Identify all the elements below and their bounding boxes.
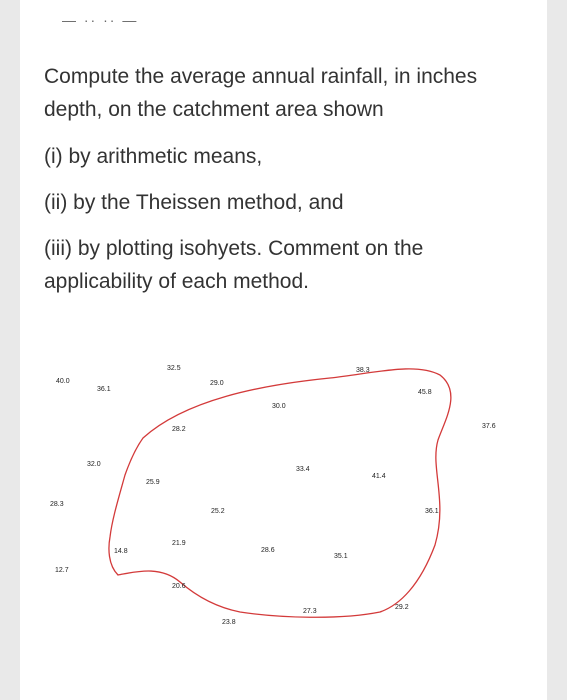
station-value: 32.5: [167, 365, 181, 372]
station-value: 30.0: [272, 403, 286, 410]
station-value: 12.7: [55, 567, 69, 574]
station-value: 14.8: [114, 548, 128, 555]
station-value: 25.2: [211, 508, 225, 515]
station-value: 28.3: [50, 501, 64, 508]
station-value: 32.0: [87, 461, 101, 468]
catchment-map: [0, 355, 567, 655]
station-value: 20.6: [172, 583, 186, 590]
question-intro: Compute the average annual rainfall, in inches depth, on the catchment area shown: [44, 65, 478, 121]
question-item-1: (i) by arithmetic means,: [44, 145, 263, 168]
station-value: 45.8: [418, 389, 432, 396]
station-value: 25.9: [146, 479, 160, 486]
station-value: 28.6: [261, 547, 275, 554]
station-value: 28.2: [172, 426, 186, 433]
question-item-3: (iii) by plotting isohyets. Comment on the applicability of each method.: [44, 237, 424, 293]
station-value: 29.0: [210, 380, 224, 387]
station-value: 40.0: [56, 378, 70, 385]
station-value: 23.8: [222, 619, 236, 626]
station-value: 36.1: [97, 386, 111, 393]
station-value: 37.6: [482, 423, 496, 430]
station-value: 38.3: [356, 367, 370, 374]
question-text: [44, 60, 514, 311]
station-value: 27.3: [303, 608, 317, 615]
station-value: 41.4: [372, 473, 386, 480]
station-value: 36.1: [425, 508, 439, 515]
station-value: 29.2: [395, 604, 409, 611]
question-item-2: (ii) by the Theissen method, and: [44, 191, 344, 214]
station-value: 21.9: [172, 540, 186, 547]
cut-off-header-text: — ·· ·· —: [62, 12, 139, 24]
catchment-figure: [0, 355, 567, 655]
station-value: 35.1: [334, 553, 348, 560]
station-value: 33.4: [296, 466, 310, 473]
